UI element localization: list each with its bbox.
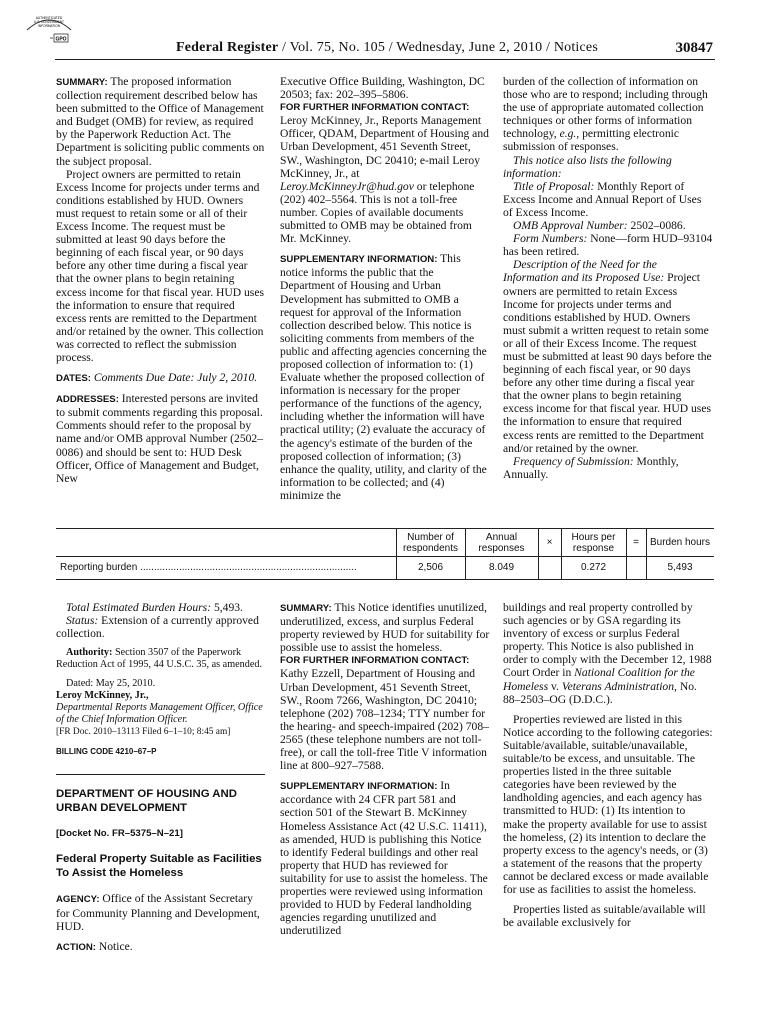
col-header-equals: = xyxy=(633,537,639,548)
table-cell: 5,493 xyxy=(667,562,693,573)
svg-text:GPO: GPO xyxy=(55,36,67,43)
table-cell: 2,506 xyxy=(417,562,444,573)
col-header-annual-responses: Annual responses xyxy=(478,532,525,554)
column-2-bottom: SUMMARY: This Notice identifies unutilized, underutilized, excess, and surplus Federal property reviewed by HUD for suitability for possible use to assist the homeless. FOR FURTHER INFORMATION CONTACT: Kathy Ezzell, Department of Housing and Urban Development, 451 Seventh Street, SW., Room 7266, Washington, DC 20410; telephone (202) 708–1234; TTY number for the hearing- and speech-impaired (202) 708–2565 (these telephone numbers are not toll-free), or call the toll-free Title V information line at 800–927–7588. SUPPLEMENTARY INFORMATION: In accordance with 24 CFR part 581 and section 501 of the Stewart B. McKinney Homeless Assistance Act (42 U.S.C. 11411), as amended, HUD is publishing this Notice to identify Federal buildings and other real property that HUD has reviewed for suitability for use to assist the homeless. The properties were reviewed using information provided to HUD by Federal landholding agencies regarding unutilized and underutilized xyxy=(280,601,490,938)
running-header xyxy=(0,40,770,60)
svg-text:INFORMATION: INFORMATION xyxy=(37,24,61,28)
agency-heading: DEPARTMENT OF HOUSING AND URBAN DEVELOPMENT xyxy=(56,788,237,815)
docket-number: [Docket No. FR–5375–N–21] xyxy=(56,828,183,840)
section-divider xyxy=(56,774,265,775)
table-cell: 0.272 xyxy=(580,562,607,573)
header-rule xyxy=(55,59,715,60)
col-header-respondents: Number of respondents xyxy=(402,532,459,554)
col-header-times: × xyxy=(546,537,553,548)
column-1-bottom: Total Estimated Burden Hours: 5,493. Status: Extension of a currently approved collection. Authority: Section 3507 of the Paperwork Reduction Act of 1995, 44 U.S.C. 35, as amended. Dated: May 25, 2010. Leroy McKinney, Jr., Departmental Reports Management Officer, Office of the Chief Information Officer. [FR Doc. 2010–13113 Filed 6–1–10; 8:45 am] BILLING CODE 4210–67–P DEPARTMENT OF HOUSING AND URBAN DEVELOPMENT [Docket No. FR–5375–N–21] Federal Property Suitable as Facilities To Assist the Homeless AGENCY: Office of the Assistant Secretary for Community Planning and Development, HUD. ACTION: Notice. xyxy=(56,601,265,954)
svg-text:AUTHENTICATED: AUTHENTICATED xyxy=(35,16,63,20)
col-header-burden-hours: Burden hours xyxy=(649,537,711,548)
table-row-label: Reporting burden .............................................................................. xyxy=(60,562,357,573)
table-cell: 8.049 xyxy=(488,562,515,573)
header-citation: Federal Register / Vol. 75, No. 105 / Wednesday, June 2, 2010 / Notices xyxy=(176,40,598,55)
column-1-top: SUMMARY: The proposed information collection requirement described below has been submitted to the Office of Management and Budget (OMB) for review, as required by the Paperwork Reduction Act. The Department is soliciting public comments on the subject proposal. Project owners are permitted to retain Excess Income for projects under terms and conditions established by HUD. Owners must request to retain some or all of their Excess Income. The request must be submitted at least 90 days before the beginning of each fiscal year, or 90 days before any other time during a fiscal year that the owner plans to begin retaining excess income for that fiscal year. HUD uses the information to ensure that required excess rents are remitted to the Department and/or retained by the owner. This collection was corrected to reflect the submission process. DATES: Comments Due Date: July 2, 2010. ADDRESSES: Interested persons are invited to submit comments regarding this proposal. Comments should refer to the proposal by name and/or OMB approval Number (2502–0086) and should be sent to: HUD Desk Officer, Office of Management and Budget, New xyxy=(56,75,265,485)
svg-text:U.S. GOVERNMENT: U.S. GOVERNMENT xyxy=(34,20,64,24)
column-2-top: Executive Office Building, Washington, DC 20503; fax: 202–395–5806. FOR FURTHER INFORMATION CONTACT: Leroy McKinney, Jr., Reports Management Officer, QDAM, Department of Housing and Urban Development, 451 Seventh Street, SW., Washington, DC 20410; e-mail Leroy McKinney, Jr., at Leroy.McKinneyJr@hud.gov or telephone (202) 402–5564. This is not a toll-free number. Copies of available documents submitted to OMB may be obtained from Mr. McKinney. SUPPLEMENTARY INFORMATION: This notice informs the public that the Department of Housing and Urban Development has submitted to OMB a request for approval of the Information collection described below. This notice is soliciting comments from members of the public and affecting agencies concerning the proposed collection of information to: (1) Evaluate whether the proposed collection of information is necessary for the proper performance of the functions of the agency, including whether the information will have practical utility; (2) evaluate the accuracy of the agency's estimate of the burden of the proposed collection of information; (3) enhance the quality, utility, and clarity of the information to be collected; and (4) minimize the xyxy=(280,75,489,502)
column-3-top: burden of the collection of information on those who are to respond; including through the use of appropriate automated collection techniques or other forms of information technology, e.g., permitting electronic submission of responses. This notice also lists the following information: Title of Proposal: Monthly Report of Excess Income and Annual Report of Uses of Excess Income. OMB Approval Number: 2502–0086. Form Numbers: None—form HUD–93104 has been retired. Description of the Need for the Information and its Proposed Use: Project owners are permitted to retain Excess Income for projects under terms and conditions established by HUD. Owners must submit a written request to retain some or all of their Excess Income. The request must be submitted at least 90 days before the beginning of each fiscal year, or 90 days before any other time during a fiscal year that the owner plans to begin retaining excess income for that fiscal year. HUD uses the information to ensure that required excess rents are remitted to the Department and/or retained by the owner. Frequency of Submission: Monthly, Annually. xyxy=(503,75,713,481)
col-header-hours-per-response: Hours per response xyxy=(571,532,616,554)
notice-title: Federal Property Suitable as Facilities To Assist the Homeless xyxy=(56,853,262,880)
page-number: 30847 xyxy=(675,40,713,56)
column-3-bottom: buildings and real property controlled by such agencies or by GSA regarding its inventory of excess or surplus Federal property. This Notice is also published in order to comply with the December 12, 1988 Court Order in National Coalition for the Homeless v. Veterans Administration, No. 88–2503–OG (D.D.C.). Properties reviewed are listed in this Notice according to the following categories: Suitable/available, suitable/unavailable, suitable/to be excess, and unsuitable. The properties listed in the three suitable categories have been reviewed by the landholding agencies, and each agency has transmitted to HUD: (1) Its intention to make the property available for use to assist the homeless, (2) its intention to declare the property excess to the agency's needs, or (3) a statement of the reasons that the property cannot be declared excess or made available for use as facilities to assist the homeless. Properties listed as suitable/available will be available exclusively for xyxy=(503,601,713,930)
